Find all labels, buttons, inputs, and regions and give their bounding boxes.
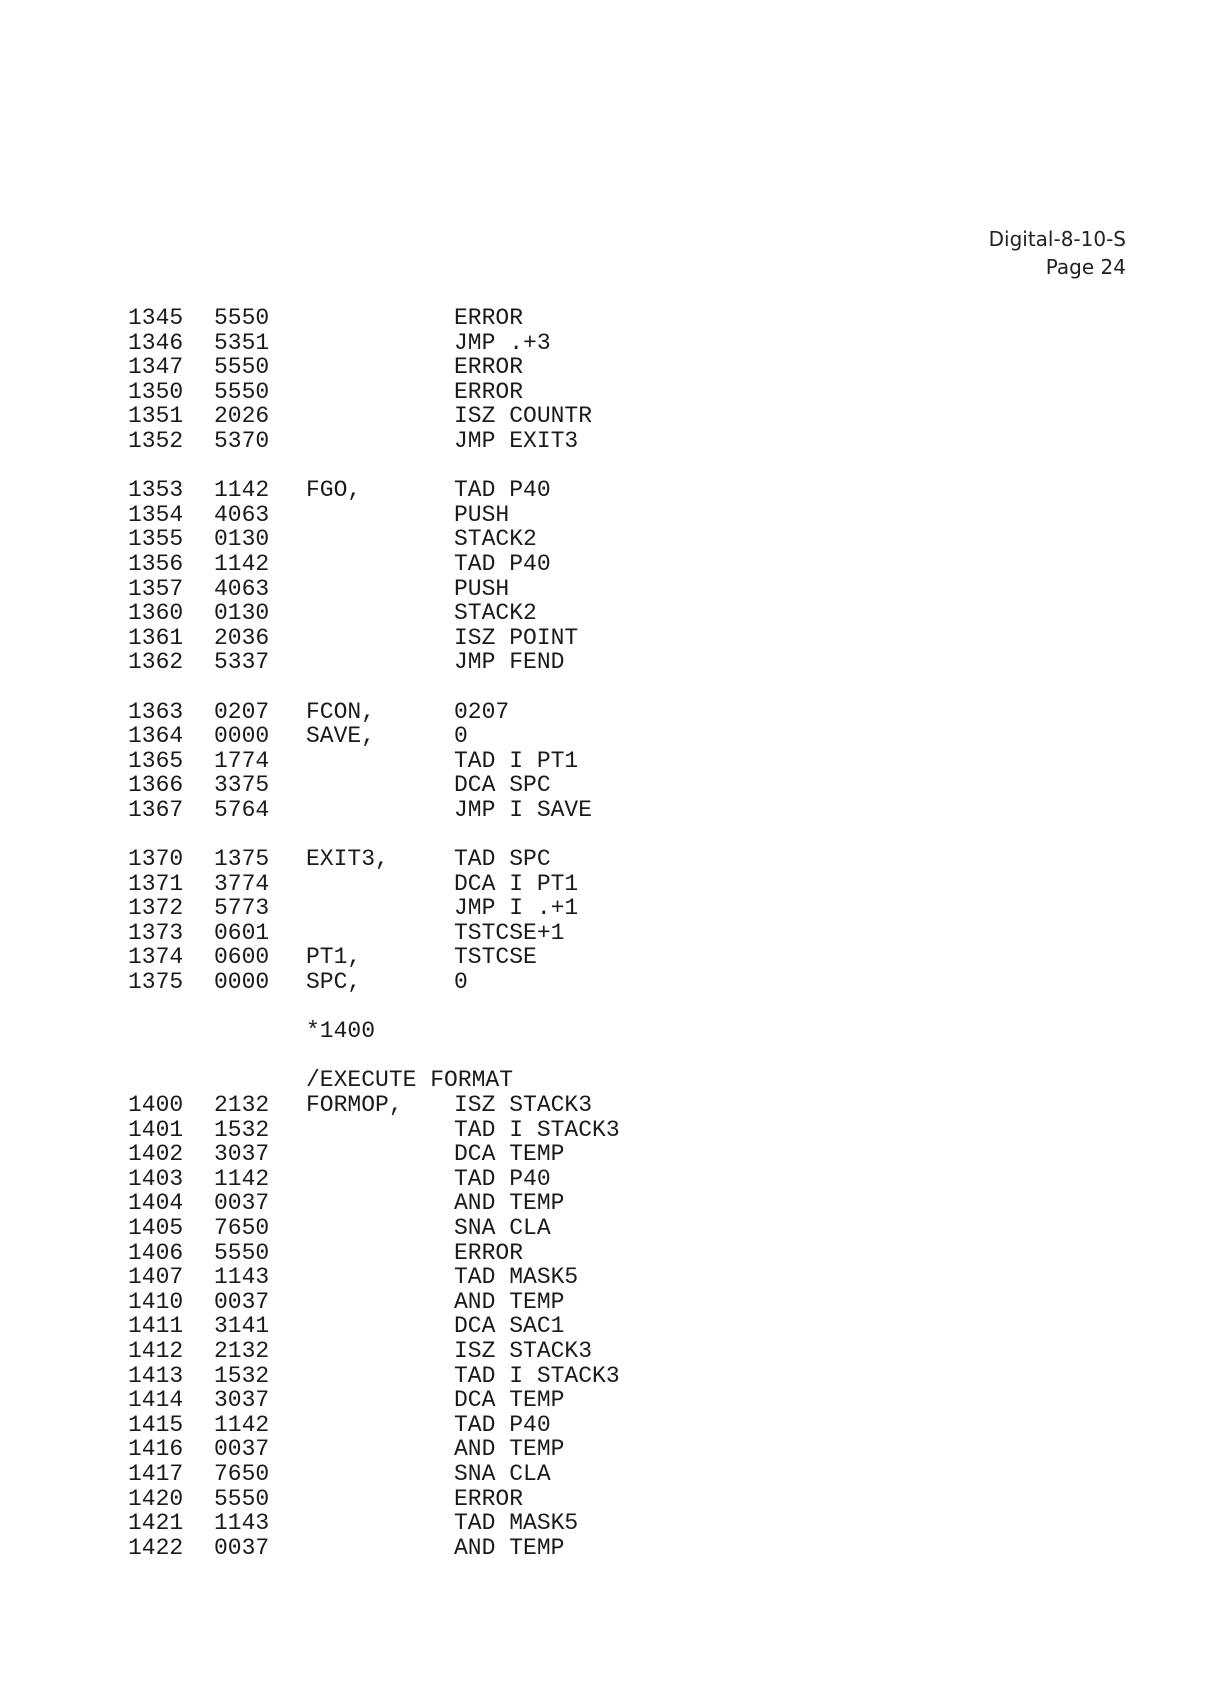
octal-code-cell: 5337 xyxy=(214,649,270,676)
page-header xyxy=(989,225,1126,281)
address-cell: 1366 xyxy=(128,772,184,799)
label-cell: FGO, xyxy=(306,477,362,504)
listing-line xyxy=(128,945,620,970)
address-cell: 1361 xyxy=(128,624,184,651)
instruction-cell: DCA SPC xyxy=(454,772,551,799)
address-cell: 1370 xyxy=(128,846,184,873)
listing-line xyxy=(128,577,620,602)
instruction-cell: TAD MASK5 xyxy=(454,1264,579,1291)
instruction-cell: DCA TEMP xyxy=(454,1141,565,1168)
listing-line xyxy=(128,1364,620,1389)
instruction-cell: ERROR xyxy=(454,354,524,381)
address-cell: 1357 xyxy=(128,575,184,602)
octal-code-cell: 3375 xyxy=(214,772,270,799)
address-cell: 1375 xyxy=(128,969,184,996)
instruction-cell: ISZ POINT xyxy=(454,624,579,651)
octal-code-cell: 5550 xyxy=(214,1485,270,1512)
label-cell xyxy=(306,601,454,626)
instruction-cell: ISZ COUNTR xyxy=(454,403,593,430)
instruction-cell: SNA CLA xyxy=(454,1460,551,1487)
listing-line xyxy=(128,1191,620,1216)
document-id: Digital-8-10-S xyxy=(988,227,1126,251)
listing-line xyxy=(128,1019,620,1044)
listing-line xyxy=(128,749,620,774)
octal-code-cell: 3774 xyxy=(214,870,270,897)
instruction-cell: DCA SAC1 xyxy=(454,1313,565,1340)
octal-code-cell: 1142 xyxy=(214,477,270,504)
label-cell xyxy=(306,1191,454,1216)
label-cell: SAVE, xyxy=(306,723,376,750)
listing-line xyxy=(128,1093,620,1118)
octal-code-cell: 3141 xyxy=(214,1313,270,1340)
listing-line xyxy=(128,1437,620,1462)
listing-line xyxy=(128,1487,620,1512)
label-cell xyxy=(306,1437,454,1462)
address-cell: 1415 xyxy=(128,1411,184,1438)
address-cell: 1407 xyxy=(128,1264,184,1291)
instruction-cell: ERROR xyxy=(454,378,524,405)
instruction-cell: AND TEMP xyxy=(454,1288,565,1315)
label-cell xyxy=(306,331,454,356)
label-cell: /EXECUTE FORMAT xyxy=(306,1067,514,1094)
listing-line xyxy=(128,872,620,897)
instruction-cell: JMP .+3 xyxy=(454,329,551,356)
address-cell: 1355 xyxy=(128,526,184,553)
address-cell: 1402 xyxy=(128,1141,184,1168)
label-cell xyxy=(306,1536,454,1561)
instruction-cell: AND TEMP xyxy=(454,1436,565,1463)
octal-code-cell: 3037 xyxy=(214,1141,270,1168)
listing-line xyxy=(128,970,620,995)
listing-line xyxy=(128,700,620,725)
listing-line xyxy=(128,527,620,552)
label-cell xyxy=(306,1167,454,1192)
instruction-cell: PUSH xyxy=(454,575,510,602)
address-cell: 1352 xyxy=(128,427,184,454)
label-cell xyxy=(306,577,454,602)
label-cell xyxy=(306,921,454,946)
listing-line xyxy=(128,1265,620,1290)
octal-code-cell: 5764 xyxy=(214,796,270,823)
label-cell xyxy=(306,798,454,823)
instruction-cell: ERROR xyxy=(454,1485,524,1512)
label-cell xyxy=(306,1487,454,1512)
instruction-cell: TAD MASK5 xyxy=(454,1510,579,1537)
octal-code-cell: 5550 xyxy=(214,305,270,331)
listing-line xyxy=(128,896,620,921)
octal-code-cell: 1532 xyxy=(214,1362,270,1389)
instruction-cell: TSTCSE xyxy=(454,944,537,971)
address-cell xyxy=(128,1068,214,1093)
address-cell: 1404 xyxy=(128,1190,184,1217)
label-cell xyxy=(306,1314,454,1339)
octal-code-cell: 0037 xyxy=(214,1436,270,1463)
label-cell xyxy=(306,552,454,577)
address-cell: 1360 xyxy=(128,600,184,627)
label-cell: *1400 xyxy=(306,1018,376,1045)
code-listing xyxy=(128,306,620,1560)
address-cell: 1400 xyxy=(128,1092,184,1118)
instruction-cell: AND TEMP xyxy=(454,1534,565,1561)
label-cell xyxy=(306,1462,454,1487)
address-cell: 1372 xyxy=(128,895,184,922)
listing-line xyxy=(128,1216,620,1241)
label-cell xyxy=(306,1364,454,1389)
octal-code-cell: 0600 xyxy=(214,944,270,971)
instruction-cell: ISZ STACK3 xyxy=(454,1092,593,1118)
listing-line xyxy=(128,503,620,528)
octal-code-cell: 2026 xyxy=(214,403,270,430)
label-cell: EXIT3, xyxy=(306,846,389,873)
instruction-cell: TAD SPC xyxy=(454,846,551,873)
label-cell xyxy=(306,1388,454,1413)
instruction-cell: STACK2 xyxy=(454,600,537,627)
address-cell: 1350 xyxy=(128,378,184,405)
address-cell: 1405 xyxy=(128,1214,184,1241)
listing-line xyxy=(128,601,620,626)
label-cell xyxy=(306,650,454,675)
address-cell: 1414 xyxy=(128,1387,184,1414)
address-cell: 1422 xyxy=(128,1534,184,1561)
instruction-cell: DCA I PT1 xyxy=(454,870,579,897)
octal-code-cell: 1774 xyxy=(214,747,270,774)
listing-line xyxy=(128,921,620,946)
listing-line xyxy=(128,429,620,454)
listing-line xyxy=(128,1290,620,1315)
instruction-cell: JMP EXIT3 xyxy=(454,427,579,454)
octal-code-cell: 7650 xyxy=(214,1214,270,1241)
instruction-cell: TAD I STACK3 xyxy=(454,1116,620,1143)
octal-code-cell: 0207 xyxy=(214,698,270,725)
address-cell: 1420 xyxy=(128,1485,184,1512)
instruction-cell: TAD P40 xyxy=(454,550,551,577)
address-cell: 1374 xyxy=(128,944,184,971)
address-cell: 1403 xyxy=(128,1165,184,1192)
instruction-cell: TAD P40 xyxy=(454,477,551,504)
instruction-cell: ERROR xyxy=(454,305,524,331)
address-cell: 1406 xyxy=(128,1239,184,1266)
label-cell xyxy=(306,1339,454,1364)
instruction-cell: STACK2 xyxy=(454,526,537,553)
label-cell xyxy=(306,1118,454,1143)
label-cell xyxy=(306,749,454,774)
listing-line xyxy=(128,478,620,503)
octal-code-cell: 1375 xyxy=(214,846,270,873)
address-cell: 1413 xyxy=(128,1362,184,1389)
listing-line xyxy=(128,306,620,331)
instruction-cell: 0 xyxy=(454,723,468,750)
instruction-cell: 0207 xyxy=(454,698,510,725)
label-cell: SPC, xyxy=(306,969,362,996)
listing-line xyxy=(128,404,620,429)
address-cell: 1411 xyxy=(128,1313,184,1340)
label-cell xyxy=(306,872,454,897)
listing-line xyxy=(128,331,620,356)
address-cell: 1371 xyxy=(128,870,184,897)
listing-line xyxy=(128,1142,620,1167)
listing-line xyxy=(128,1314,620,1339)
page-number: Page 24 xyxy=(1045,255,1126,279)
label-cell xyxy=(306,429,454,454)
octal-code-cell: 0037 xyxy=(214,1534,270,1561)
listing-line xyxy=(128,1536,620,1561)
listing-line xyxy=(128,847,620,872)
octal-code-cell: 5550 xyxy=(214,1239,270,1266)
listing-line xyxy=(128,798,620,823)
listing-line xyxy=(128,1413,620,1438)
address-cell: 1363 xyxy=(128,698,184,725)
octal-code-cell: 1143 xyxy=(214,1510,270,1537)
instruction-cell: JMP I SAVE xyxy=(454,796,593,823)
octal-code-cell: 1143 xyxy=(214,1264,270,1291)
instruction-cell: JMP I .+1 xyxy=(454,895,579,922)
octal-code-cell: 5550 xyxy=(214,378,270,405)
octal-code-cell: 2132 xyxy=(214,1337,270,1364)
address-cell: 1417 xyxy=(128,1460,184,1487)
label-cell xyxy=(306,626,454,651)
listing-line xyxy=(128,355,620,380)
label-cell xyxy=(306,773,454,798)
instruction-cell: SNA CLA xyxy=(454,1214,551,1241)
label-cell xyxy=(306,1241,454,1266)
octal-code-cell: 2132 xyxy=(214,1092,270,1118)
address-cell: 1367 xyxy=(128,796,184,823)
address-cell: 1365 xyxy=(128,747,184,774)
label-cell xyxy=(306,527,454,552)
octal-code-cell: 4063 xyxy=(214,575,270,602)
address-cell: 1364 xyxy=(128,723,184,750)
octal-code-cell: 1142 xyxy=(214,1165,270,1192)
label-cell xyxy=(306,1511,454,1536)
address-cell: 1401 xyxy=(128,1116,184,1143)
address-cell: 1347 xyxy=(128,354,184,381)
address-cell: 1356 xyxy=(128,550,184,577)
listing-line xyxy=(128,552,620,577)
listing-line xyxy=(128,1339,620,1364)
address-cell: 1362 xyxy=(128,649,184,676)
instruction-cell: TSTCSE+1 xyxy=(454,919,565,946)
instruction-cell: 0 xyxy=(454,969,468,996)
octal-code-cell: 0037 xyxy=(214,1288,270,1315)
address-cell: 1410 xyxy=(128,1288,184,1315)
label-cell xyxy=(306,355,454,380)
octal-code-cell: 5773 xyxy=(214,895,270,922)
instruction-cell: TAD P40 xyxy=(454,1411,551,1438)
octal-code-cell: 7650 xyxy=(214,1460,270,1487)
instruction-cell: ISZ STACK3 xyxy=(454,1337,593,1364)
listing-line xyxy=(128,773,620,798)
address-cell: 1353 xyxy=(128,477,184,504)
address-cell: 1373 xyxy=(128,919,184,946)
address-cell: 1412 xyxy=(128,1337,184,1364)
listing-line xyxy=(128,1511,620,1536)
listing-line xyxy=(128,650,620,675)
instruction-cell: ERROR xyxy=(454,1239,524,1266)
label-cell xyxy=(306,1413,454,1438)
octal-code-cell: 2036 xyxy=(214,624,270,651)
instruction-cell: TAD I STACK3 xyxy=(454,1362,620,1389)
octal-code-cell: 5370 xyxy=(214,427,270,454)
octal-code-cell: 0037 xyxy=(214,1190,270,1217)
instruction-cell: TAD I PT1 xyxy=(454,747,579,774)
octal-code-cell: 0130 xyxy=(214,600,270,627)
listing-line xyxy=(128,1462,620,1487)
octal-code-cell: 0000 xyxy=(214,723,270,750)
label-cell xyxy=(306,896,454,921)
address-cell xyxy=(128,1019,214,1044)
instruction-cell: PUSH xyxy=(454,501,510,528)
label-cell xyxy=(306,1265,454,1290)
octal-code-cell: 0000 xyxy=(214,969,270,996)
label-cell xyxy=(306,1142,454,1167)
address-cell: 1351 xyxy=(128,403,184,430)
label-cell: FORMOP, xyxy=(306,1092,403,1118)
instruction-cell: TAD P40 xyxy=(454,1165,551,1192)
listing-line xyxy=(128,1167,620,1192)
label-cell: FCON, xyxy=(306,698,376,725)
octal-code-cell: 4063 xyxy=(214,501,270,528)
label-cell xyxy=(306,380,454,405)
octal-code-cell: 1142 xyxy=(214,550,270,577)
octal-code-cell: 5550 xyxy=(214,354,270,381)
address-cell: 1354 xyxy=(128,501,184,528)
label-cell xyxy=(306,1216,454,1241)
octal-code-cell: 0130 xyxy=(214,526,270,553)
octal-code-cell: 5351 xyxy=(214,329,270,356)
label-cell: PT1, xyxy=(306,944,362,971)
listing-line xyxy=(128,1241,620,1266)
address-cell: 1346 xyxy=(128,329,184,356)
label-cell xyxy=(306,503,454,528)
listing-line xyxy=(128,1388,620,1413)
label-cell xyxy=(306,1290,454,1315)
listing-line xyxy=(128,1068,620,1093)
label-cell xyxy=(306,306,454,331)
address-cell: 1416 xyxy=(128,1436,184,1463)
listing-line xyxy=(128,626,620,651)
listing-line xyxy=(128,724,620,749)
instruction-cell: AND TEMP xyxy=(454,1190,565,1217)
octal-code-cell: 0601 xyxy=(214,919,270,946)
octal-code-cell xyxy=(214,1068,306,1093)
octal-code-cell: 1142 xyxy=(214,1411,270,1438)
address-cell: 1421 xyxy=(128,1510,184,1537)
label-cell xyxy=(306,404,454,429)
listing-line xyxy=(128,1118,620,1143)
address-cell: 1345 xyxy=(128,305,184,331)
instruction-cell: DCA TEMP xyxy=(454,1387,565,1414)
octal-code-cell: 1532 xyxy=(214,1116,270,1143)
octal-code-cell: 3037 xyxy=(214,1387,270,1414)
listing-line xyxy=(128,380,620,405)
instruction-cell: JMP FEND xyxy=(454,649,565,676)
octal-code-cell xyxy=(214,1019,306,1044)
